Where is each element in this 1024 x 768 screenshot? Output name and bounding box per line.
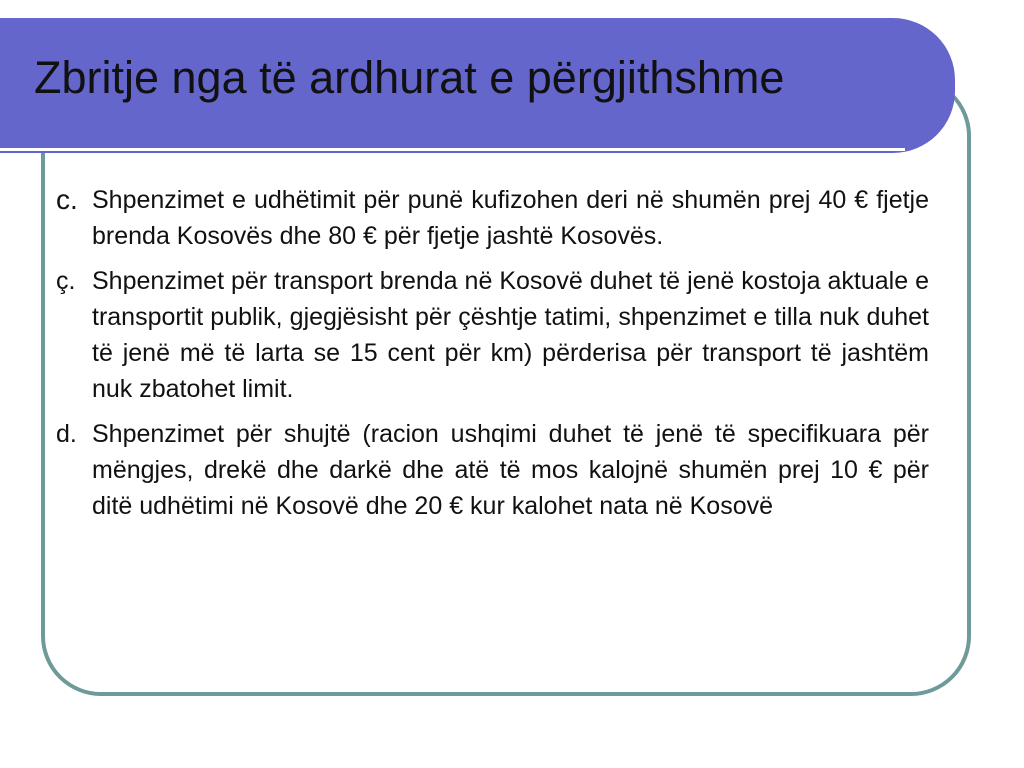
list-marker-c: c. (56, 184, 78, 215)
list-item-text-c-cedilla: Shpenzimet për transport brenda në Kosovë duhet të jenë kostoja aktuale e transportit publik, gjegjësisht për çështje tatimi, shpenzimet e tilla nuk duhet të jenë më të larta se 15 cent për km) përderisa për transport të jashtëm nuk zbatohet limit. (92, 267, 929, 403)
title-divider (0, 148, 905, 151)
list-item-text-c: Shpenzimet e udhëtimit për punë kufizohen deri në shumën prej 40 € fjetje brenda Kosovës dhe 80 € për fjetje jashtë Kosovës. (92, 186, 929, 250)
list-marker-c-cedilla: ç. (56, 267, 76, 295)
list-item-c (56, 182, 929, 254)
body-list (56, 182, 929, 533)
list-item-text-d: Shpenzimet për shujtë (racion ushqimi duhet të jenë të specifikuara për mëngjes, drekë dhe darkë dhe atë të mos kalojnë shumën prej 10 € për ditë udhëtimi në Kosovë dhe 20 € kur kalohet nata në Kosovë (92, 420, 929, 520)
list-marker-d: d. (56, 420, 77, 448)
list-item-c-cedilla (56, 263, 929, 407)
slide-title: Zbritje nga të ardhurat e përgjithshme (34, 52, 785, 103)
list-item-d (56, 416, 929, 524)
